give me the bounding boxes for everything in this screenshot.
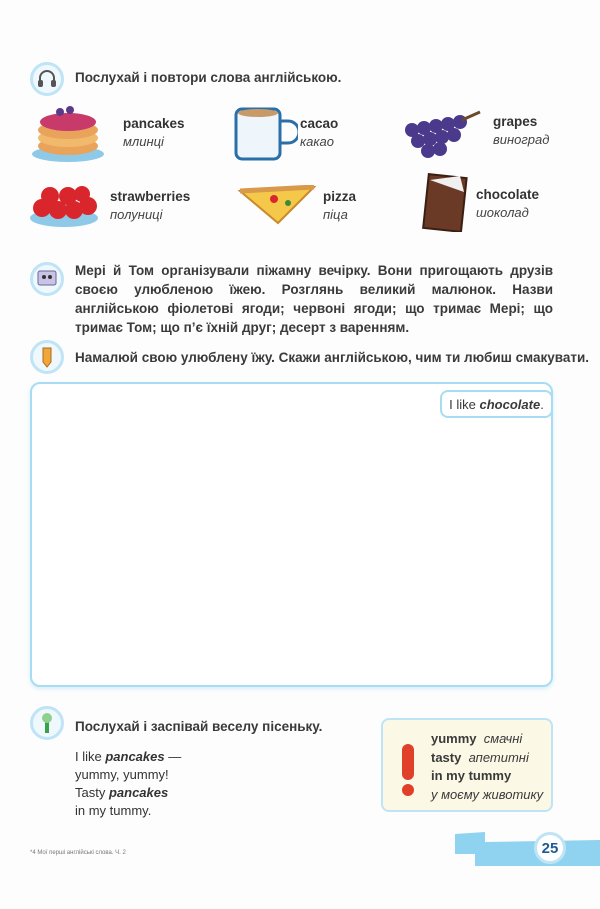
song-lyrics: I like pancakes — yummy, yummy! Tasty pancakes in my tummy. — [75, 749, 182, 818]
pizza-picture — [238, 185, 318, 230]
bubble-word: chocolate — [479, 396, 541, 412]
singing-character-icon — [30, 706, 64, 740]
footnote: *4 Мої перші англійські слова. Ч. 2 — [30, 850, 126, 856]
word-chocolate: chocolate шоколад — [476, 187, 540, 220]
listen-repeat-instruction: Послухай і повтори слова англійською. — [75, 70, 342, 85]
book-character-icon — [30, 262, 64, 296]
vocabulary-box: yummy смачні tasty апетитні in my tummy у моєму животику — [381, 718, 553, 812]
bubble-punct: . — [540, 396, 544, 412]
bubble-text: I like — [449, 396, 480, 412]
word-pancakes: pancakes млинці — [123, 116, 185, 149]
word-pizza: pizza піца — [323, 189, 357, 222]
cacao-picture — [230, 103, 298, 168]
page-ribbon — [455, 828, 600, 868]
pajama-party-instruction: Мері й Том організували піжамну вечірку. Вони пригощають друзів своєю улюбленою їжею. Розглянь великий малюнок. Назви англійською фіолетові ягоди; червоні ягоди; що тримає Мері; що тримає Том; що п’є їхній друг; десерт з варенням. — [75, 263, 553, 335]
pencil-icon — [30, 340, 64, 374]
strawberries-picture — [28, 182, 100, 233]
word-cacao: cacao какао — [300, 116, 339, 149]
headphones-icon — [30, 62, 64, 96]
grapes-picture — [402, 108, 492, 169]
speech-bubble — [440, 390, 553, 418]
exclamation-character-icon — [397, 742, 419, 798]
pancakes-picture — [30, 102, 108, 169]
draw-instruction: Намалюй свою улюблену їжу. Скажи англійською, чим ти любиш смакувати. — [75, 350, 590, 365]
chocolate-picture — [422, 172, 468, 237]
drawing-area[interactable] — [30, 382, 553, 687]
word-grapes: grapes виноград — [493, 114, 550, 147]
page-number: 25 — [534, 832, 566, 864]
word-strawberries: strawberries полуниці — [110, 189, 191, 222]
song-instruction: Послухай і заспівай веселу пісеньку. — [75, 719, 323, 734]
